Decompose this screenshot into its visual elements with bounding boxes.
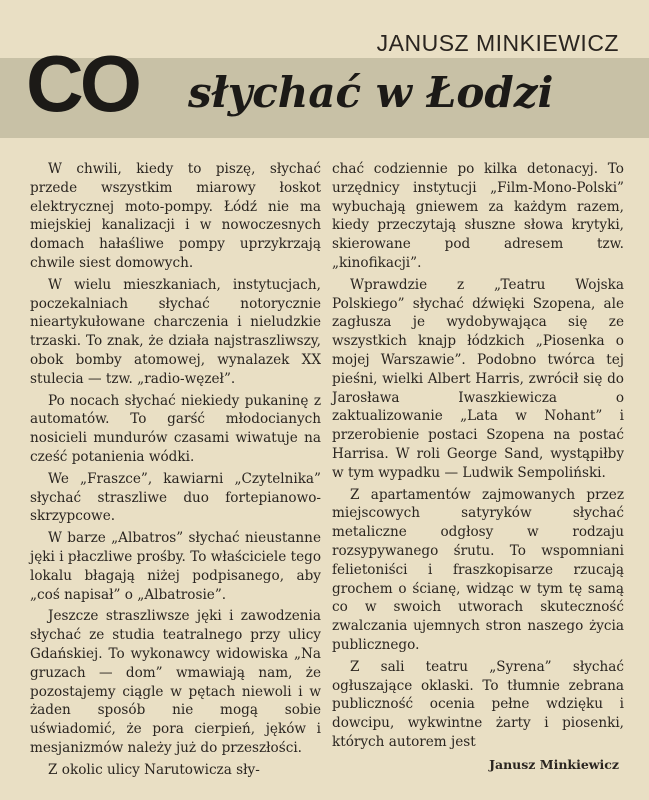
author-heading: JANUSZ MINKIEWICZ [376, 30, 619, 56]
paragraph: Z sali teatru „Syrena” słychać ogłuszające oklaski. To tłumnie zebrana publiczność ocenia pełne wdzięku i dowcipu, wykwintne żarty i piosenki, których autorem jest [332, 658, 624, 750]
paragraph: chać codziennie po kilka detonacyj. To urzędnicy instytucji „Film-Mono-Polski” wybuchają gniewem za każdym razem, kiedy przeczytają słuszne słowa krytyki, skierowane pod adresem tzw. „kinofikacji”. [332, 161, 624, 271]
title-co: CO [26, 39, 138, 128]
left-column [30, 160, 321, 783]
paragraph: Jeszcze straszliwsze jęki i zawodzenia słychać ze studia teatralnego przy ulicy Gdańskiej. To wykonawcy widowiska „Na gruzach — dom” wmawiają nam, że pozostajemy ciągle w pętach niewoli i w żaden sposób nie mogą sobie uświadomić, że pora cierpień, jęków i mesjanizmów należy już do przeszłości. [30, 608, 321, 756]
paragraph: We „Fraszce”, kawiarni „Czytelnika” słychać straszliwe duo fortepianowo-skrzypcowe. [30, 470, 321, 525]
right-column [332, 160, 624, 755]
paragraph: W wielu mieszkaniach, instytucjach, poczekalniach słychać notorycznie nieartykułowane charczenia i nieludzkie trzaski. To znak, że działa najstraszliwszy, obok bomby atomowej, wynalazek XX stulecia — tzw. „radio-węzeł”. [30, 276, 321, 387]
paragraph: Z apartamentów zajmowanych przez miejscowych satyryków słychać metaliczne odgłosy w rodzaju rozsypywanego śrutu. To wspomniani felietoniści i fraszkopisarze rzucają grochem o ścianę, widząc w tym tę samą co w swoich utworach skuteczność zwalczania ujemnych stron naszego życia publicznego. [332, 486, 624, 653]
paragraph: Po nocach słychać niekiedy pukaninę z automatów. To garść młodocianych nosicieli mundurów czasami wiwatuje na cześć potanienia wódki. [30, 392, 321, 465]
paragraph: W chwili, kiedy to piszę, słychać przede wszystkim miarowy łoskot elektrycznej moto-pompy. Łódź nie ma miejskiej kanalizacji i w nowoczesnych domach hałaśliwe pompy uprzykrzają chwile siest domowych. [30, 161, 321, 271]
paragraph: Wprawdzie z „Teatru Wojska Polskiego” słychać dźwięki Szopena, ale zagłusza je wydobywająca się ze wszystkich knajp łódzkich „Piosenka o mojej Warszawie”. Podobno twórca tej pieśni, wielki Albert Harris, zwrócił się do Jarosława Iwaszkiewicza o zaktualizowanie „Lata w Nohant” i przerobienie postaci Szopena na postać Harrisa. W roli George Sand, wystąpiłby w tym wypadku — Ludwik Sempoliński. [332, 276, 624, 481]
title-rest: słychać w Łodzi [188, 68, 554, 117]
paragraph: Z okolic ulicy Narutowicza sły- [48, 761, 260, 778]
paragraph: W barze „Albatros” słychać nieustanne jęki i płaczliwe prośby. To właściciele tego lokalu błagają niżej podpisanego, aby „coś napisał” o „Albatrosie”. [30, 530, 321, 603]
signature: Janusz Minkiewicz [489, 757, 619, 772]
